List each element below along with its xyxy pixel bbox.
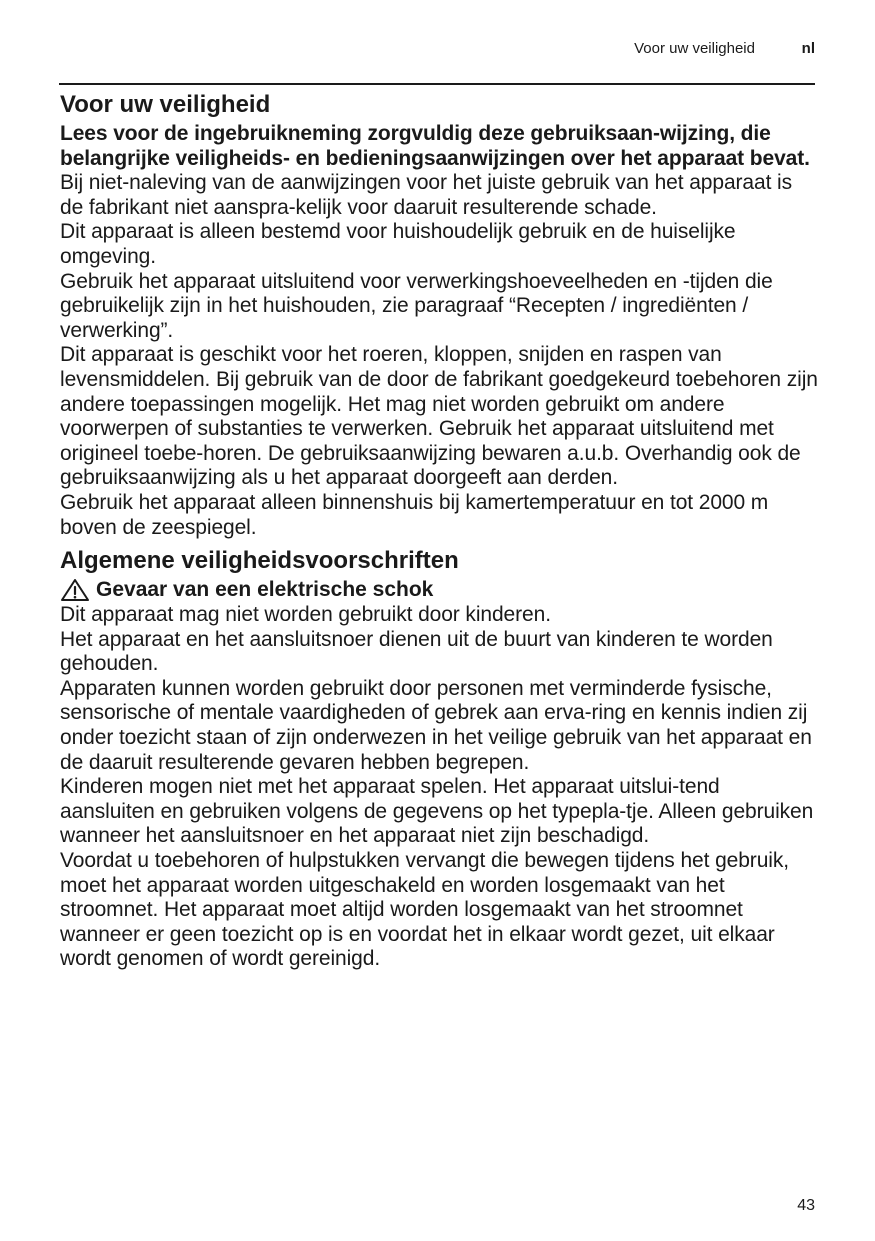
warning-heading (60, 577, 820, 603)
warning-triangle-icon (60, 578, 90, 602)
header-section-title: Voor uw veiligheid (634, 40, 755, 57)
intro-bold-text: Lees voor de ingebruikneming zorgvuldig deze gebruiksaan-wijzing, die belangrijke veiligheids- en bedieningsaanwijzingen over het apparaat bevat. (60, 122, 810, 170)
paragraph-household-use: Dit apparaat is alleen bestemd voor huishoudelijk gebruik en de huiselijke omgeving. (60, 220, 736, 268)
paragraph-disconnect: Voordat u toebehoren of hulpstukken vervangt die bewegen tijdens het gebruik, moet het apparaat worden uitgeschakeld en worden losgemaakt van het stroomnet. Het apparaat moet altijd worden losgemaakt van het stroomnet wanneer er geen toezicht op is en voordat het in elkaar wordt gezet, uit elkaar wordt genomen of wordt gereinigd. (60, 849, 789, 971)
page-header (59, 40, 815, 62)
warning-title: Gevaar van een elektrische schok (96, 578, 434, 602)
paragraph-no-children: Dit apparaat mag niet worden gebruikt door kinderen. (60, 603, 551, 627)
header-language-code: nl (801, 40, 815, 57)
paragraph-keep-away: Het apparaat en het aansluitsnoer dienen uit de buurt van kinderen te worden gehouden. (60, 627, 773, 676)
paragraph-intended-use: Dit apparaat is geschikt voor het roeren, kloppen, snijden en raspen van levensmiddelen. Bij gebruik van de door de fabrikant goedgekeurd toebehoren zijn andere toepassingen mogelijk. Het mag niet worden gebruikt om andere voorwerpen of substanties te verwerken. Gebruik het apparaat uitsluitend met origineel toebe-horen. De gebruiksaanwijzing bewaren a.u.b. Overhandig ook de gebruiksaanwijzing als u het apparaat doorgeeft aan derden. (60, 343, 818, 490)
header-divider (59, 83, 815, 85)
section-title-general-safety: Algemene veiligheidsvoorschriften (60, 547, 459, 575)
paragraph-reduced-capabilities: Apparaten kunnen worden gebruikt door personen met verminderde fysische, sensorische of mentale vaardigheden of gebrek aan erva-ring en kennis indien zij onder toezicht staan of zijn onderwezen in het veilige gebruik van het apparaat en de daaruit resulterende gevaren hebben begrepen. (60, 676, 812, 774)
page-content (60, 90, 820, 972)
paragraph-processing-quantities: Gebruik het apparaat uitsluitend voor verwerkingshoeveelheden en -tijden die gebruikelijk zijn in het huishouden, zie paragraaf “Recepten / ingrediënten / verwerking”. (60, 269, 773, 342)
paragraph-children-play: Kinderen mogen niet met het apparaat spelen. Het apparaat uitslui-tend aansluiten en gebruiken volgens de gegevens op het typepla-tje. Alleen gebruiken wanneer het aansluitsnoer en het apparaat niet zijn beschadigd. (60, 775, 814, 848)
section-title-safety: Voor uw veiligheid (60, 91, 271, 118)
page-number: 43 (797, 1197, 815, 1214)
paragraph-indoor-use: Gebruik het apparaat alleen binnenshuis bij kamertemperatuur en tot 2000 m boven de zeespiegel. (60, 490, 769, 539)
intro-paragraph (60, 122, 820, 220)
intro-regular-text: Bij niet-naleving van de aanwijzingen voor het juiste gebruik van het apparaat is de fabrikant niet aanspra-kelijk voor daaruit resulterende schade. (60, 171, 793, 219)
